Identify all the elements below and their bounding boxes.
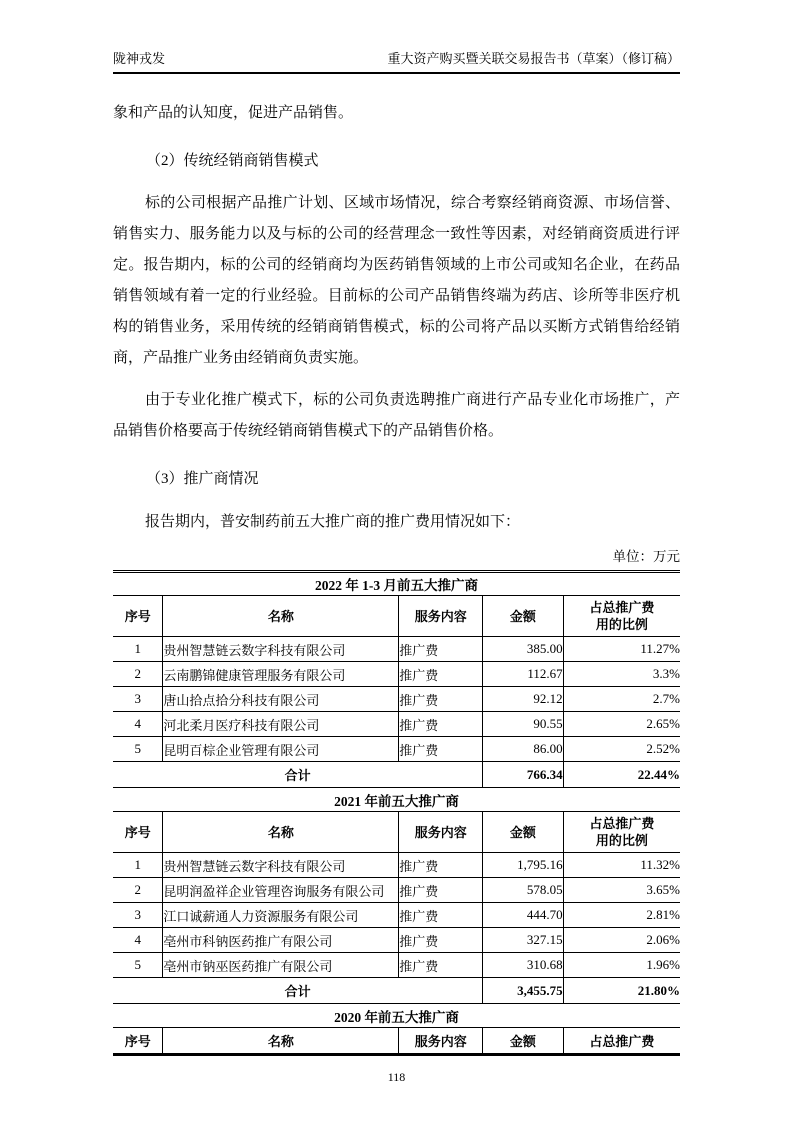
cell-pct: 2.52% [563,737,680,762]
col-header-no: 序号 [113,596,163,637]
total-amount-2021: 3,455.75 [483,978,564,1004]
cell-no: 3 [113,687,163,712]
cell-service: 推广费 [399,637,483,662]
cell-service: 推广费 [399,853,483,878]
page-number: 118 [387,1070,406,1084]
col-header-pct [563,812,680,853]
header-row-2022 [113,596,680,637]
paragraph-continuation: 象和产品的认知度，促进产品销售。 [113,105,354,121]
total-label: 合计 [113,978,483,1004]
header-company: 陇神戎发 [113,51,166,66]
cell-service: 推广费 [399,878,483,903]
table-row [113,737,680,762]
cell-amount: 385.00 [483,637,564,662]
section-title-row-2022 [113,572,680,596]
cell-pct: 2.7% [563,687,680,712]
cell-amount: 112.67 [483,662,564,687]
section-title-row-2021 [113,788,680,812]
paragraph-professional-promotion: 由于专业化推广模式下，标的公司负责选聘推广商进行产品专业化市场推广，产品销售价格要高于传统经销商销售模式下的产品销售价格。 [113,392,680,439]
cell-no: 2 [113,662,163,687]
total-amount-2022: 766.34 [483,762,564,788]
cell-pct: 1.96% [563,953,680,978]
col-header-service: 服务内容 [399,812,483,853]
cell-no: 1 [113,637,163,662]
cell-name: 唐山拾点拾分科技有限公司 [163,687,399,712]
col-header-pct-line2: 用的比例 [595,617,648,632]
total-row-2022 [113,762,680,788]
col-header-pct-line2: 用的比例 [595,833,648,848]
table-row [113,853,680,878]
cell-amount: 444.70 [483,903,564,928]
col-header-amount: 金额 [483,812,564,853]
header-report-title: 重大资产购买暨关联交易报告书（草案）（修订稿） [387,51,680,66]
col-header-pct [563,596,680,637]
cell-service: 推广费 [399,903,483,928]
cell-pct: 2.06% [563,928,680,953]
cell-name: 昆明润盈祥企业管理咨询服务有限公司 [163,878,399,903]
col-header-no: 序号 [113,1028,163,1055]
table-row [113,687,680,712]
cell-no: 4 [113,712,163,737]
cell-no: 3 [113,903,163,928]
cell-no: 2 [113,878,163,903]
promoters-table [113,570,680,1056]
header-row-2021 [113,812,680,853]
cell-no: 5 [113,953,163,978]
col-header-name: 名称 [163,812,399,853]
cell-service: 推广费 [399,953,483,978]
col-header-pct-line1: 占总推广费 [589,816,655,831]
col-header-no: 序号 [113,812,163,853]
section-title-2022: 2022 年 1-3 月前五大推广商 [113,572,680,596]
cell-pct: 3.65% [563,878,680,903]
cell-amount: 90.55 [483,712,564,737]
cell-service: 推广费 [399,737,483,762]
cell-service: 推广费 [399,687,483,712]
cell-no: 4 [113,928,163,953]
cell-amount: 86.00 [483,737,564,762]
cell-pct: 3.3% [563,662,680,687]
cell-amount: 578.05 [483,878,564,903]
total-pct-2022: 22.44% [563,762,680,788]
total-label: 合计 [113,762,483,788]
cell-name: 云南鹏锦健康管理服务有限公司 [163,662,399,687]
table-row [113,953,680,978]
cell-amount: 92.12 [483,687,564,712]
cell-name: 昆明百棕企业管理有限公司 [163,737,399,762]
section-title-row-2020 [113,1004,680,1028]
table-row [113,637,680,662]
cell-name: 贵州智慧链云数字科技有限公司 [163,853,399,878]
cell-name: 亳州市钠巫医药推广有限公司 [163,953,399,978]
cell-pct: 2.81% [563,903,680,928]
running-header [113,48,680,74]
cell-name: 亳州市科钠医药推广有限公司 [163,928,399,953]
cell-name: 贵州智慧链云数字科技有限公司 [163,637,399,662]
cell-name: 江口诚薪通人力资源服务有限公司 [163,903,399,928]
cell-amount: 327.15 [483,928,564,953]
table-row [113,662,680,687]
cell-amount: 1,795.16 [483,853,564,878]
total-pct-2021: 21.80% [563,978,680,1004]
cell-service: 推广费 [399,928,483,953]
cell-pct: 11.32% [563,853,680,878]
table-row [113,903,680,928]
col-header-name: 名称 [163,1028,399,1055]
cell-no: 1 [113,853,163,878]
table-row [113,878,680,903]
section-title-2020: 2020 年前五大推广商 [113,1004,680,1028]
paragraph-distributor-evaluation: 标的公司根据产品推广计划、区域市场情况，综合考察经销商资源、市场信誉、销售实力、服务能力以及与标的公司的经营理念一致性等因素，对经销商资质进行评定。报告期内，标的公司的经销商均为医药销售领域的上市公司或知名企业，在药品销售领域有着一定的行业经验。目前标的公司产品销售终端为药店、诊所等非医疗机构的销售业务，采用传统的经销商销售模式，标的公司将产品以买断方式销售给经销商，产品推广业务由经销商负责实施。 [113,195,680,366]
heading-promoter-situation: （3）推广商情况 [146,471,259,487]
table-row [113,928,680,953]
col-header-pct-line1: 占总推广费 [589,600,655,615]
col-header-amount: 金额 [483,596,564,637]
cell-pct: 2.65% [563,712,680,737]
paragraph-top5-intro: 报告期内，普安制药前五大推广商的推广费用情况如下： [145,514,521,530]
cell-amount: 310.68 [483,953,564,978]
total-row-2021 [113,978,680,1004]
col-header-pct: 占总推广费 [563,1028,680,1055]
col-header-name: 名称 [163,596,399,637]
cell-pct: 11.27% [563,637,680,662]
table-row [113,712,680,737]
cell-service: 推广费 [399,712,483,737]
cell-name: 河北柔月医疗科技有限公司 [163,712,399,737]
header-row-2020 [113,1028,680,1055]
cell-service: 推广费 [399,662,483,687]
heading-traditional-distributor-mode: （2）传统经销商销售模式 [146,153,319,169]
cell-no: 5 [113,737,163,762]
col-header-service: 服务内容 [399,596,483,637]
col-header-service: 服务内容 [399,1028,483,1055]
col-header-amount: 金额 [483,1028,564,1055]
unit-label: 单位：万元 [612,549,680,564]
section-title-2021: 2021 年前五大推广商 [113,788,680,812]
